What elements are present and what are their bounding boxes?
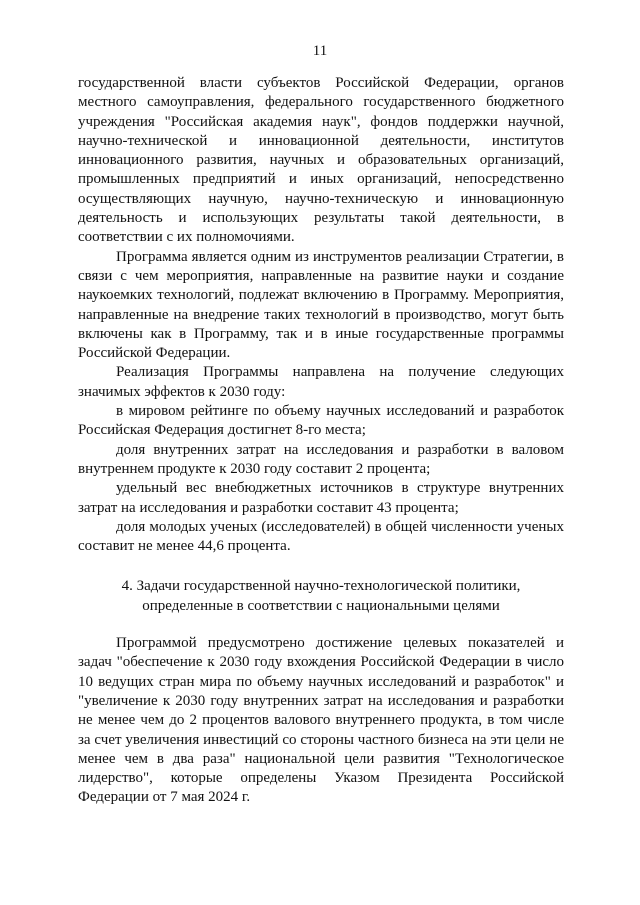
paragraph: доля внутренних затрат на исследования и разработки в валовом внутреннем продукте к 2030 году составит 2 процента; — [78, 441, 564, 477]
section-heading — [78, 577, 564, 616]
paragraph: Программой предусмотрено достижение целевых показателей и задач "обеспечение к 2030 году вхождения Российской Федерации в число 10 ведущих стран мира по объему научных исследований и разработок" и "увеличение к 2030 году внутренних затрат на исследования и разработки не менее чем до 2 процентов валового внутреннего продукта, в том числе за счет увеличения инвестиций со стороны частного бизнеса на эти цели не менее чем в два раза" национальной цели развития "Технологическое лидерство", которые определены Указом Президента Российской Федерации от 7 мая 2024 г. — [78, 635, 564, 806]
section-heading-line: определенные в соответствии с национальными целями — [142, 597, 500, 614]
paragraph: в мировом рейтинге по объему научных исследований и разработок Российская Федерация достигнет 8-го места; — [78, 403, 564, 439]
paragraph: Программа является одним из инструментов реализации Стратегии, в связи с чем мероприятия, направленные на развитие науки и создание наукоемких технологий, подлежат включению в Программу. Мероприятия, направленные на внедрение таких технологий в производство, могут быть включены как в Программу, так и в иные государственные программы Российской Федерации. — [78, 248, 564, 362]
paragraph: государственной власти субъектов Российской Федерации, органов местного самоуправления, федерального государственного бюджетного учреждения "Российская академия наук", фондов поддержки научной, научно-технической и инновационной деятельности, институтов инновационного развития, научных и образовательных организаций, промышленных предприятий и иных организаций, непосредственно осуществляющих научную, научно-техническую и инновационную деятельность и использующих результаты такой деятельности, в соответствии с их полномочиями. — [78, 75, 564, 246]
paragraph: удельный вес внебюджетных источников в структуре внутренних затрат на исследования и разработки составит 43 процента; — [78, 480, 564, 516]
section-heading-line: 4. Задачи государственной научно-технологической политики, — [121, 578, 521, 595]
paragraph: Реализация Программы направлена на получение следующих значимых эффектов к 2030 году: — [78, 364, 564, 400]
document-body — [78, 74, 564, 808]
page-number: 11 — [312, 43, 328, 59]
paragraph: доля молодых ученых (исследователей) в общей численности ученых составит не менее 44,6 процента. — [78, 518, 564, 555]
